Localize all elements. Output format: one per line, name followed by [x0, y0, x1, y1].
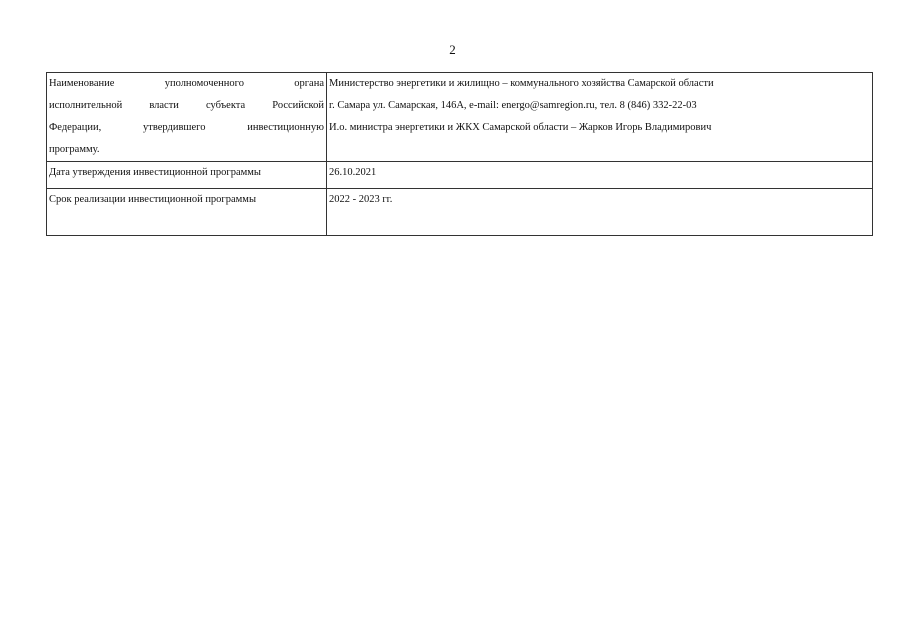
- authority-label-line-2: исполнительной власти субъекта Российской: [49, 100, 324, 111]
- table-row-authority: [47, 73, 873, 162]
- approval-date-value: 26.10.2021: [327, 162, 873, 189]
- implementation-period-label: Срок реализации инвестиционной программы: [47, 189, 327, 236]
- authority-value-line-1: Министерство энергетики и жилищно – коммунального хозяйства Самарской области: [329, 78, 714, 89]
- approval-date-label: Дата утверждения инвестиционной программы: [47, 162, 327, 189]
- authority-label-line-1: Наименование уполномоченного органа: [49, 78, 324, 89]
- authority-value-cell: [327, 73, 873, 162]
- authority-label-line-3: Федерации, утвердившего инвестиционную: [49, 122, 324, 133]
- authority-label-line-4: программу.: [49, 144, 100, 155]
- page-number: 2: [449, 42, 456, 57]
- table-row-implementation-period: [47, 189, 873, 236]
- authority-value-line-3: И.о. министра энергетики и ЖКХ Самарской области – Жарков Игорь Владимирович: [329, 122, 712, 133]
- implementation-period-value: 2022 - 2023 гг.: [327, 189, 873, 236]
- authority-label-cell: [47, 73, 327, 162]
- investment-program-info-table: [46, 72, 873, 236]
- table-row-approval-date: [47, 162, 873, 189]
- authority-value-line-2: г. Самара ул. Самарская, 146А, e-mail: energo@samregion.ru, тел. 8 (846) 332-22-03: [329, 100, 697, 111]
